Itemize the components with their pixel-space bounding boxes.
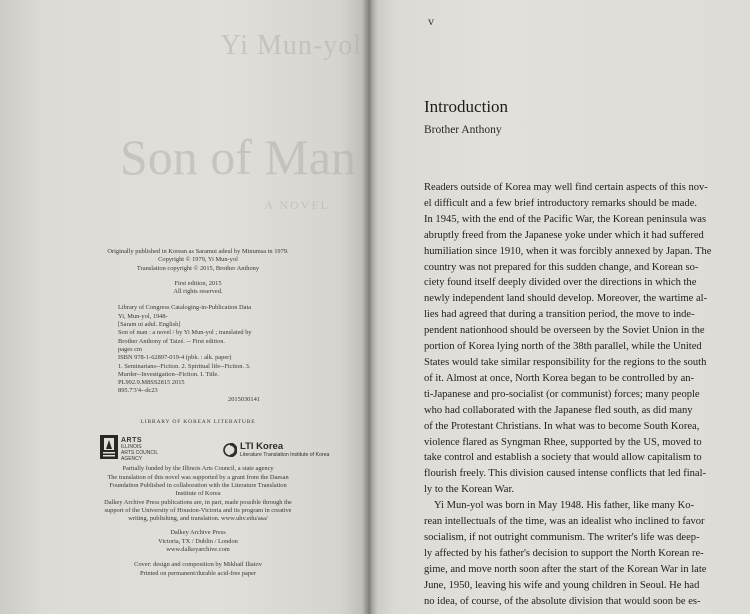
press-line: Victoria, TX / Dublin / London [158, 537, 238, 545]
edition-notice [78, 280, 318, 297]
copyright-line: Originally published in Korean as Saramui adeul by Minumsa in 1979. [107, 248, 289, 255]
text-line: Readers outside of Korea may well find certain aspects of this nov- [424, 182, 708, 193]
cip-line: Yi, Mun-yol, 1948- [118, 312, 168, 320]
text-line: ly to the Korean War. [424, 484, 515, 496]
page-number: v [428, 14, 434, 28]
funding-notice [78, 465, 318, 523]
cip-line: [Saram ui adul. English] [118, 321, 181, 329]
publisher-info [78, 529, 318, 554]
author-byline: Brother Anthony [424, 124, 502, 136]
funding-line: support of the University of Houston-Victoria and its program in creative [104, 506, 292, 514]
chapter-heading: Introduction [424, 97, 509, 116]
text-line: take control and establish a society that would allow capitalism to [424, 452, 702, 464]
cip-line: Library of Congress Cataloging-in-Publication Data [118, 304, 252, 312]
cip-line: ISBN 978-1-62897-019-4 (pbk. : alk. paper) [118, 354, 232, 362]
text-line: el difficult and a few brief introductory remarks should be made. [424, 197, 698, 209]
text-line: In 1945, with the end of the Pacific War, the Korean peninsula was [424, 213, 707, 225]
sponsor-logos [78, 435, 330, 463]
text-line: violence flared as Syngman Rhee, supported by the US, moved to [424, 436, 702, 448]
press-line: Dalkey Archive Press [170, 529, 226, 537]
text-line: no idea, of course, of the absolute division that would soon be es- [424, 595, 701, 607]
text-line: gime, and move north soon after the start of the Korean War in late [424, 563, 707, 575]
funding-line: Dalkey Archive Press publications are, in part, made possible through the [104, 498, 292, 506]
text-line: portion of Korea lying north of the 38th parallel, while the United [424, 341, 702, 353]
lti-logo-sub: Literature Translation Institute of Korea [240, 452, 330, 459]
funding-line: Foundation Published in collaboration with the Literature Translation [109, 481, 287, 489]
cip-line: Brother Anthony of Taizé. -- First edition. [118, 337, 225, 345]
edition-line: All rights reserved. [173, 288, 223, 296]
lti-logo-text [240, 442, 329, 459]
press-line: www.dalkeyarchive.com [166, 546, 230, 554]
series-label: LIBRARY OF KOREAN LITERATURE [140, 419, 256, 426]
introduction-page [372, 0, 750, 614]
cip-line: 895.7'3'4--dc23 [118, 387, 158, 395]
text-line: socialism, if not outright communism. The writer's life was deep- [424, 531, 700, 543]
text-line: abruptly freed from the Japanese yoke under which it had suffered [424, 229, 704, 241]
text-line: States would take similar responsibility for the regions to the south [424, 356, 707, 368]
illinois-arts-logo-icon [100, 435, 118, 459]
text-line: ciety found itself deeply divided over the directions in which the [424, 277, 697, 289]
funding-line: Institute of Korea [175, 490, 221, 498]
text-line: lies had agreed that during a transition period, the move to inde- [424, 309, 695, 321]
cip-line: 2015030141 [228, 395, 260, 403]
text-line: who had collaborated with the Japanese fled south, as did many [424, 404, 693, 416]
cip-line: 1. Seminarians--Fiction. 2. Spiritual life--Fiction. 3. [118, 362, 251, 370]
funding-line: writing, publishing, and translation. www.uhv.edu/asa/ [128, 515, 268, 523]
text-line: humiliation since 1910, when it was forcibly annexed by Japan. The [424, 245, 712, 257]
copyright-page [0, 0, 370, 614]
arts-logo-text [121, 438, 158, 462]
text-line: pendent nationhood should be overseen by the Soviet Union in the [424, 325, 705, 337]
copyright-line: Translation copyright © 2015, Brother Anthony [136, 264, 260, 272]
lti-logo-name: LTI Korea [240, 441, 284, 453]
text-line: flourish freely. This division caused intense conflicts that led final- [424, 468, 707, 480]
funding-line: The translation of this novel was supported by a grant from the Daesan [107, 473, 289, 481]
edition-line: First edition, 2015 [174, 279, 222, 287]
show-through-author: Yi Mun-yol [220, 30, 362, 61]
cover-line: Cover: design and composition by Mikhail Iliatov [134, 561, 262, 569]
copyright-notice [78, 248, 318, 273]
text-line: country was not prepared for this sudden change, and Korean so- [424, 261, 699, 273]
cover-credits [78, 561, 318, 578]
cover-line: Printed on permanent/durable acid-free paper [139, 569, 257, 577]
text-line: of the Protestant Christians. In what was to become South Korea, [424, 420, 700, 432]
book-gutter [362, 0, 378, 614]
cip-line: Son of man : a novel / by Yi Mun-yol ; translated by [118, 329, 252, 337]
text-line: June, 1950, leaving his wife and young children in Seoul. He had [424, 579, 700, 591]
cip-line: pages cm [118, 345, 142, 353]
copyright-block [78, 248, 330, 578]
cip-line: PL992.9.M8SS2815 2015 [118, 379, 185, 387]
text-line: newly independent land should develop. Moreover, the wartime al- [424, 293, 708, 305]
text-line: ti-Japanese and pro-socialist (or communist) forces; many people [424, 388, 700, 400]
cip-line: Murder--Investigation--Fiction. I. Title. [118, 370, 219, 378]
copyright-line: Copyright © 1979, Yi Mun-yol [158, 256, 238, 264]
arts-logo-sub: ILLINOIS [121, 444, 142, 451]
text-line: of it. Almost at once, North Korea began to be controlled by an- [424, 372, 695, 384]
introduction-text [424, 180, 734, 609]
text-line: rean intellectuals of the time, was an idealist who inclined to favor [424, 516, 705, 528]
arts-logo-sub: ARTS COUNCIL [121, 450, 159, 457]
text-line: Yi Mun-yol was born in May 1948. His father, like many Ko- [434, 500, 694, 512]
arts-logo-sub: AGENCY [121, 456, 143, 463]
text-line: ly affected by his father's decision to support the North Korean re- [424, 547, 704, 559]
lti-korea-logo-icon [223, 443, 237, 457]
funding-line: Partially funded by the Illinois Arts Council, a state agency [122, 465, 274, 473]
show-through-title: Son of Man [119, 129, 356, 185]
cataloging-data [118, 304, 318, 404]
show-through-subtitle: A NOVEL [264, 198, 330, 212]
arts-logo-name: ARTS [121, 437, 143, 445]
